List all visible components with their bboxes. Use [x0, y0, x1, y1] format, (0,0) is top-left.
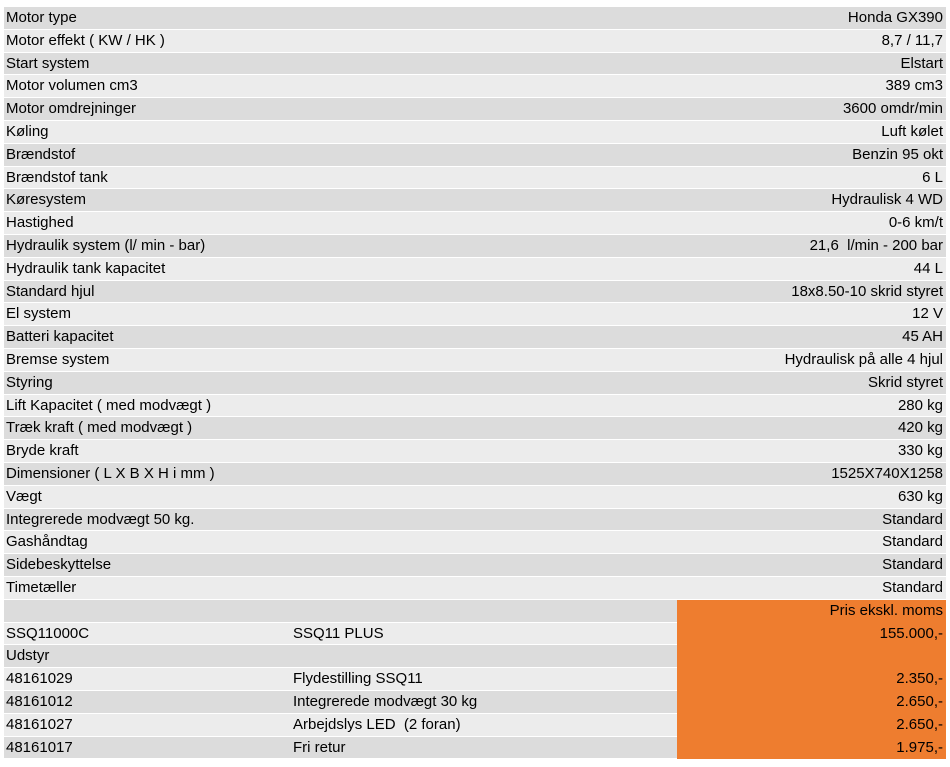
- equipment-row: [4, 668, 946, 691]
- spec-value: 3600 omdr/min: [842, 100, 943, 118]
- spec-value: 330 kg: [897, 442, 943, 460]
- spec-row: [4, 349, 946, 372]
- equipment-price: 2.650,-: [896, 692, 943, 710]
- equipment-price: 2.650,-: [896, 715, 943, 733]
- spec-value: 420 kg: [897, 419, 943, 437]
- spec-row: [4, 440, 946, 463]
- spec-label: Integrerede modvægt 50 kg.: [6, 510, 195, 528]
- spec-value: Standard: [882, 556, 943, 574]
- spec-row: [4, 395, 946, 418]
- price-header: Pris ekskl. moms: [829, 601, 943, 619]
- spec-table: [4, 7, 946, 600]
- spec-value: Standard: [882, 510, 943, 528]
- equipment-name: Fri retur: [293, 738, 346, 756]
- spec-value: 1525X740X1258: [831, 464, 943, 482]
- spec-value: Skrid styret: [867, 373, 943, 391]
- spec-label: Brændstof tank: [6, 168, 108, 186]
- price-cell: [677, 737, 946, 760]
- equipment-heading: Udstyr: [6, 647, 50, 665]
- spec-value: 6 L: [922, 168, 943, 186]
- spec-row: [4, 98, 946, 121]
- spec-label: Sidebeskyttelse: [6, 556, 112, 574]
- equipment-row: [4, 691, 946, 714]
- equipment-code: 48161017: [6, 738, 73, 756]
- equipment-name: Arbejdslys LED (2 foran): [293, 715, 461, 733]
- spec-row: [4, 258, 946, 281]
- product-code: SSQ11000C: [6, 624, 90, 642]
- price-table: [4, 600, 946, 760]
- spec-value: 21,6 l/min - 200 bar: [809, 236, 943, 254]
- spec-label: Brændstof: [6, 145, 76, 163]
- spec-label: Lift Kapacitet ( med modvægt ): [6, 396, 212, 414]
- spec-label: Motor omdrejninger: [6, 100, 137, 118]
- spec-label: Motor effekt ( KW / HK ): [6, 31, 165, 49]
- spec-value: 630 kg: [897, 487, 943, 505]
- spec-value: Hydraulisk på alle 4 hjul: [784, 350, 943, 368]
- spec-row: [4, 144, 946, 167]
- spec-label: Dimensioner ( L X B X H i mm ): [6, 464, 215, 482]
- equipment-code: 48161027: [6, 715, 73, 733]
- spec-row: [4, 417, 946, 440]
- spec-label: Start system: [6, 54, 90, 72]
- spec-value: 12 V: [912, 305, 943, 323]
- spec-row: [4, 463, 946, 486]
- spec-row: [4, 554, 946, 577]
- spec-label: Træk kraft ( med modvægt ): [6, 419, 193, 437]
- equipment-name: Flydestilling SSQ11: [293, 670, 423, 688]
- spec-row: [4, 531, 946, 554]
- price-cell: [677, 714, 946, 737]
- product-price: 155.000,-: [879, 624, 943, 642]
- spec-label: Standard hjul: [6, 282, 95, 300]
- product-name: SSQ11 PLUS: [293, 624, 384, 642]
- equipment-row: [4, 714, 946, 737]
- spec-row: [4, 577, 946, 600]
- price-cell: [677, 600, 946, 623]
- spec-row: [4, 30, 946, 53]
- spec-price-sheet: [4, 7, 946, 759]
- spec-row: [4, 303, 946, 326]
- product-row: [4, 623, 946, 646]
- equipment-heading-row: [4, 645, 946, 668]
- price-cell: [677, 623, 946, 646]
- spec-value: 8,7 / 11,7: [881, 31, 943, 49]
- spec-label: Hastighed: [6, 214, 74, 232]
- spec-label: Motor type: [6, 9, 77, 26]
- spec-label: Bremse system: [6, 350, 110, 368]
- equipment-code: 48161012: [6, 692, 73, 710]
- spec-row: [4, 486, 946, 509]
- spec-value: Elstart: [900, 54, 943, 72]
- spec-row: [4, 189, 946, 212]
- spec-value: 0-6 km/t: [888, 214, 943, 232]
- spec-value: 18x8.50-10 skrid styret: [791, 282, 943, 300]
- equipment-name: Integrerede modvægt 30 kg: [293, 692, 478, 710]
- spec-value: 280 kg: [897, 396, 943, 414]
- spec-row: [4, 281, 946, 304]
- equipment-row: [4, 737, 946, 760]
- spec-row: [4, 167, 946, 190]
- spec-value: Standard: [882, 578, 943, 596]
- price-cell: [677, 645, 946, 668]
- spec-label: Styring: [6, 373, 53, 391]
- spec-label: Motor volumen cm3: [6, 77, 138, 95]
- spec-value: Hydraulisk 4 WD: [831, 191, 943, 209]
- spec-row: [4, 121, 946, 144]
- spec-label: Gashåndtag: [6, 533, 88, 551]
- spec-row: [4, 326, 946, 349]
- spec-value: Honda GX390: [847, 9, 943, 26]
- equipment-code: 48161029: [6, 670, 73, 688]
- spec-value: Standard: [882, 533, 943, 551]
- price-header-row: [4, 600, 946, 623]
- spec-row: [4, 212, 946, 235]
- spec-label: Hydraulik system (l/ min - bar): [6, 236, 206, 254]
- spec-label: Timetæller: [6, 578, 77, 596]
- spec-row: [4, 235, 946, 258]
- equipment-price: 1.975,-: [896, 738, 943, 756]
- spec-value: 389 cm3: [885, 77, 943, 95]
- spec-value: Benzin 95 okt: [852, 145, 943, 163]
- spec-value: Luft kølet: [881, 122, 943, 140]
- spec-label: Vægt: [6, 487, 42, 505]
- spec-row: [4, 509, 946, 532]
- spec-value: 44 L: [913, 259, 943, 277]
- spec-label: El system: [6, 305, 72, 323]
- spec-row: [4, 7, 946, 30]
- price-cell: [677, 668, 946, 691]
- spec-row: [4, 53, 946, 76]
- spec-row: [4, 372, 946, 395]
- spec-label: Bryde kraft: [6, 442, 79, 460]
- spec-value: 45 AH: [902, 328, 943, 346]
- spec-label: Køresystem: [6, 191, 87, 209]
- spec-label: Batteri kapacitet: [6, 328, 114, 346]
- spec-label: Køling: [6, 122, 49, 140]
- price-cell: [677, 691, 946, 714]
- spec-row: [4, 75, 946, 98]
- equipment-price: 2.350,-: [896, 670, 943, 688]
- spec-label: Hydraulik tank kapacitet: [6, 259, 166, 277]
